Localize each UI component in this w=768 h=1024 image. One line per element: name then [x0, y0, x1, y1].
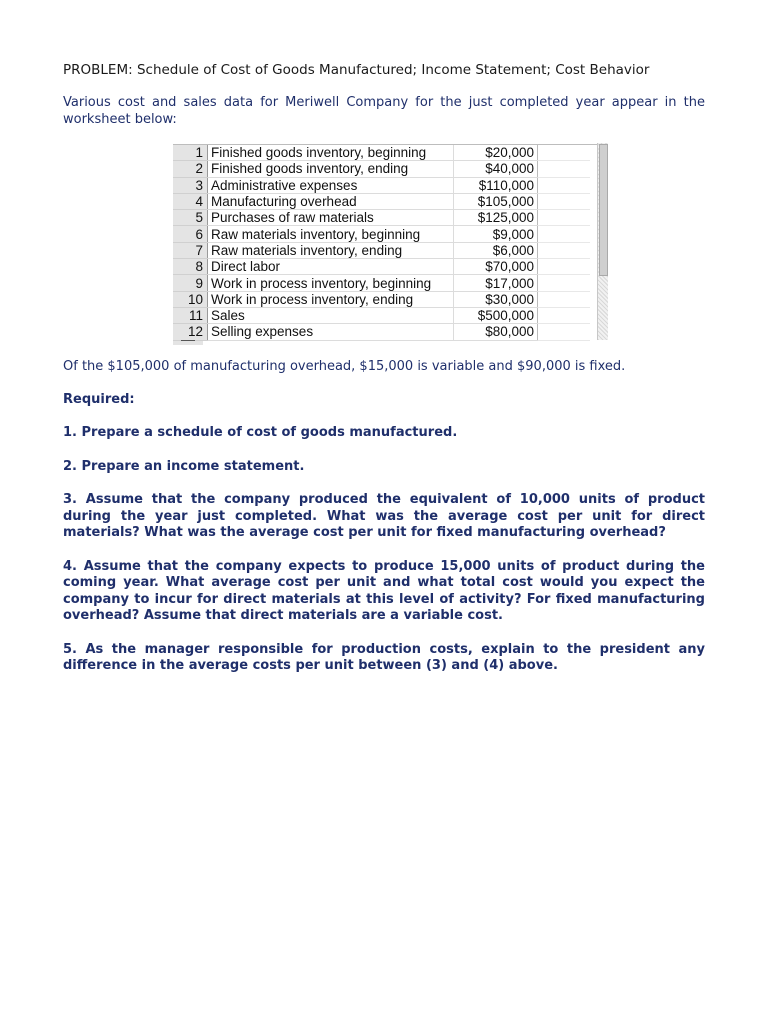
required-heading: Required:: [63, 391, 135, 407]
row-amount[interactable]: $20,000: [454, 145, 538, 161]
empty-cell[interactable]: [538, 242, 591, 258]
row-amount[interactable]: $17,000: [454, 275, 538, 291]
empty-cell[interactable]: [538, 210, 591, 226]
intro-paragraph: Various cost and sales data for Meriwell Company for the just completed year appear in the worksheet below:: [63, 95, 705, 127]
row-label[interactable]: Finished goods inventory, beginning: [208, 145, 454, 161]
row-number[interactable]: 1: [173, 145, 208, 161]
worksheet-row: [173, 226, 590, 242]
row-label[interactable]: Direct labor: [208, 259, 454, 275]
worksheet-row: [173, 242, 590, 258]
row-label[interactable]: Manufacturing overhead: [208, 193, 454, 209]
worksheet-row: [173, 177, 590, 193]
empty-cell[interactable]: [538, 193, 591, 209]
row-amount[interactable]: $9,000: [454, 226, 538, 242]
row-number[interactable]: 7: [173, 242, 208, 258]
row-number[interactable]: 11: [173, 307, 208, 323]
worksheet-next-row-header: [173, 341, 203, 345]
row-number[interactable]: 8: [173, 259, 208, 275]
empty-cell[interactable]: [538, 259, 591, 275]
empty-cell[interactable]: [538, 307, 591, 323]
worksheet-row: [173, 193, 590, 209]
row-amount[interactable]: $6,000: [454, 242, 538, 258]
worksheet-row: [173, 324, 590, 340]
empty-cell[interactable]: [538, 145, 591, 161]
empty-cell[interactable]: [538, 324, 591, 340]
worksheet-row: [173, 161, 590, 177]
required-item-2: 2. Prepare an income statement.: [63, 458, 305, 474]
empty-cell[interactable]: [538, 226, 591, 242]
worksheet: [173, 144, 598, 345]
row-number[interactable]: 6: [173, 226, 208, 242]
required-item-5: 5. As the manager responsible for production costs, explain to the president any difference in the average costs per unit between (3) and (4) above.: [63, 641, 705, 674]
row-label[interactable]: Finished goods inventory, ending: [208, 161, 454, 177]
row-number[interactable]: 3: [173, 177, 208, 193]
worksheet-row: [173, 275, 590, 291]
row-amount[interactable]: $40,000: [454, 161, 538, 177]
row-label[interactable]: Work in process inventory, beginning: [208, 275, 454, 291]
row-amount[interactable]: $80,000: [454, 324, 538, 340]
row-number[interactable]: 9: [173, 275, 208, 291]
empty-cell[interactable]: [538, 275, 591, 291]
row-amount[interactable]: $125,000: [454, 210, 538, 226]
problem-title: PROBLEM: Schedule of Cost of Goods Manufactured; Income Statement; Cost Behavior: [63, 62, 650, 78]
empty-cell[interactable]: [538, 291, 591, 307]
overhead-note: Of the $105,000 of manufacturing overhead, $15,000 is variable and $90,000 is fixed.: [63, 358, 626, 374]
row-amount[interactable]: $500,000: [454, 307, 538, 323]
row-amount[interactable]: $105,000: [454, 193, 538, 209]
row-label[interactable]: Sales: [208, 307, 454, 323]
scrollbar-thumb[interactable]: [599, 144, 608, 276]
required-item-3: 3. Assume that the company produced the equivalent of 10,000 units of product during the year just completed. What was the average cost per unit for direct materials? What was the average cost per unit for fixed manufacturing overhead?: [63, 492, 705, 541]
worksheet-row: [173, 307, 590, 323]
required-item-4: 4. Assume that the company expects to produce 15,000 units of product during the coming year. What average cost per unit and what total cost would you expect the company to incur for direct materials at this level of activity? For fixed manufacturing overhead? Assume that direct materials are a variable cost.: [63, 558, 705, 624]
row-label[interactable]: Work in process inventory, ending: [208, 291, 454, 307]
row-label[interactable]: Purchases of raw materials: [208, 210, 454, 226]
row-number[interactable]: 4: [173, 193, 208, 209]
worksheet-scrollbar[interactable]: [597, 143, 608, 340]
worksheet-row: [173, 145, 590, 161]
empty-cell[interactable]: [538, 161, 591, 177]
row-number[interactable]: 10: [173, 291, 208, 307]
row-number[interactable]: 12: [173, 324, 208, 340]
document-page: [63, 62, 705, 692]
row-amount[interactable]: $70,000: [454, 259, 538, 275]
row-label[interactable]: Selling expenses: [208, 324, 454, 340]
row-number[interactable]: 5: [173, 210, 208, 226]
row-amount[interactable]: $110,000: [454, 177, 538, 193]
row-amount[interactable]: $30,000: [454, 291, 538, 307]
empty-cell[interactable]: [538, 177, 591, 193]
row-number[interactable]: 2: [173, 161, 208, 177]
worksheet-row: [173, 259, 590, 275]
row-label[interactable]: Administrative expenses: [208, 177, 454, 193]
required-item-1: 1. Prepare a schedule of cost of goods manufactured.: [63, 425, 458, 441]
row-label[interactable]: Raw materials inventory, beginning: [208, 226, 454, 242]
worksheet-row: [173, 291, 590, 307]
worksheet-row: [173, 210, 590, 226]
row-label[interactable]: Raw materials inventory, ending: [208, 242, 454, 258]
